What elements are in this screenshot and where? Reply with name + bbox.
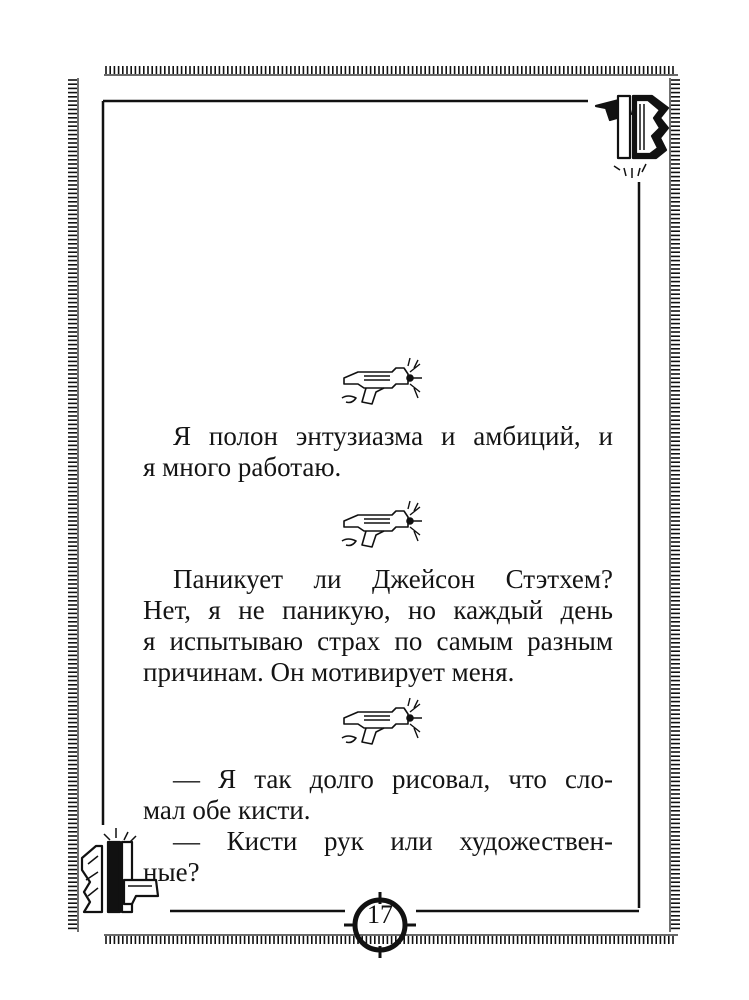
text-line: мал обе кисти. <box>143 795 311 825</box>
hatched-border-bottom <box>104 935 678 944</box>
text-line: ные? <box>143 857 200 887</box>
text-line: Нет, я не паникую, но каждый день <box>143 595 613 625</box>
hatched-border-top <box>104 66 678 75</box>
raygun-icon <box>342 501 422 547</box>
text-line: — Кисти рук или художествен- <box>173 826 613 856</box>
raygun-icon <box>342 358 422 404</box>
text-line: Паникует ли Джейсон Стэтхем? <box>173 564 613 594</box>
text-line: я много работаю. <box>143 452 342 482</box>
page-number: 17 <box>367 900 393 929</box>
paragraph-ambition <box>143 421 613 483</box>
text-line: я испытываю страх по самым разным <box>143 626 613 656</box>
text-line: причинам. Он мотивирует меня. <box>143 657 515 687</box>
text-line: Я полон энтузиазма и амбиций, и <box>173 421 613 451</box>
pistol-holster-icon <box>596 96 668 178</box>
raygun-icon <box>342 698 422 744</box>
paragraph-panic <box>143 564 613 688</box>
hatched-border-right <box>670 78 680 932</box>
dialogue-joke <box>143 764 613 888</box>
hatched-border-left <box>68 78 78 932</box>
text-line: — Я так долго рисовал, что сло- <box>173 764 613 794</box>
